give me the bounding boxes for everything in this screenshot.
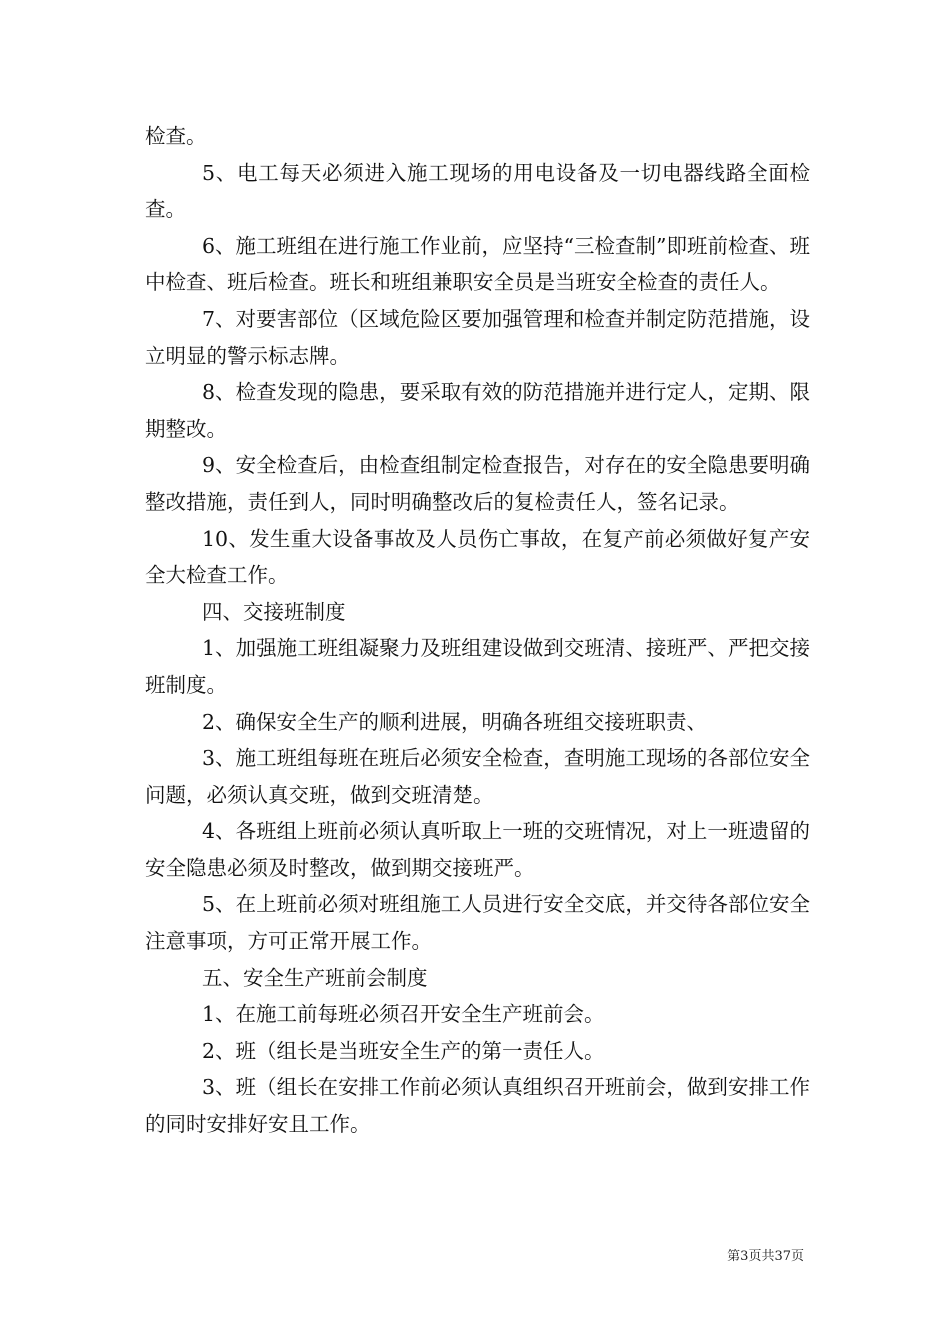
section-heading-5: 五、安全生产班前会制度 [202,965,428,990]
paragraph-10: 3、施工班组每班在班后必须安全检查，查明施工现场的各部位安全问题，必须认真交班，做到交班清楚。 [145,746,810,807]
page-number-footer: 第3页共37页 [727,1249,804,1264]
paragraph-2: 6、施工班组在进行施工作业前，应坚持“三检查制”即班前检查、班中检查、班后检查。班长和班组兼职安全员是当班安全检查的责任人。 [145,233,811,295]
paragraph-15: 2、班（组长是当班安全生产的第一责任人。 [202,1038,605,1063]
paragraph-11: 4、各班组上班前必须认真听取上一班的交班情况，对上一班遗留的安全隐患必须及时整改，做到期交接班严。 [145,819,810,880]
paragraph-6: 10、发生重大设备事故及人员伤亡事故，在复产前必须做好复产安全大检查工作。 [145,526,810,588]
paragraph-9: 2、确保安全生产的顺利进展，明确各班组交接班职责、 [202,709,708,734]
paragraph-14: 1、在施工前每班必须召开安全生产班前会。 [202,1002,605,1027]
paragraph-8: 1、加强施工班组凝聚力及班组建设做到交班清、接班严、严把交接班制度。 [145,636,810,697]
paragraph-5: 9、安全检查后，由检查组制定检查报告，对存在的安全隐患要明确整改措施，责任到人，同时明确整改后的复检责任人，签名记录。 [145,453,810,514]
paragraph-0: 检查。 [145,124,207,148]
paragraph-12: 5、在上班前必须对班组施工人员进行安全交底，并交待各部位安全注意事项，方可正常开展工作。 [145,892,810,954]
paragraph-16: 3、班（组长在安排工作前必须认真组织召开班前会，做到安排工作的同时安排好安且工作。 [145,1075,810,1137]
section-heading-4: 四、交接班制度 [202,599,346,624]
paragraph-3: 7、对要害部位（区域危险区要加强管理和检查并制定防范措施，设立明显的警示标志牌。 [145,306,810,368]
paragraph-1: 5、电工每天必须进入施工现场的用电设备及一切电器线路全面检查。 [145,160,810,222]
document-body [145,118,810,1143]
paragraph-4: 8、检查发现的隐患，要采取有效的防范措施并进行定人，定期、限期整改。 [145,380,810,441]
